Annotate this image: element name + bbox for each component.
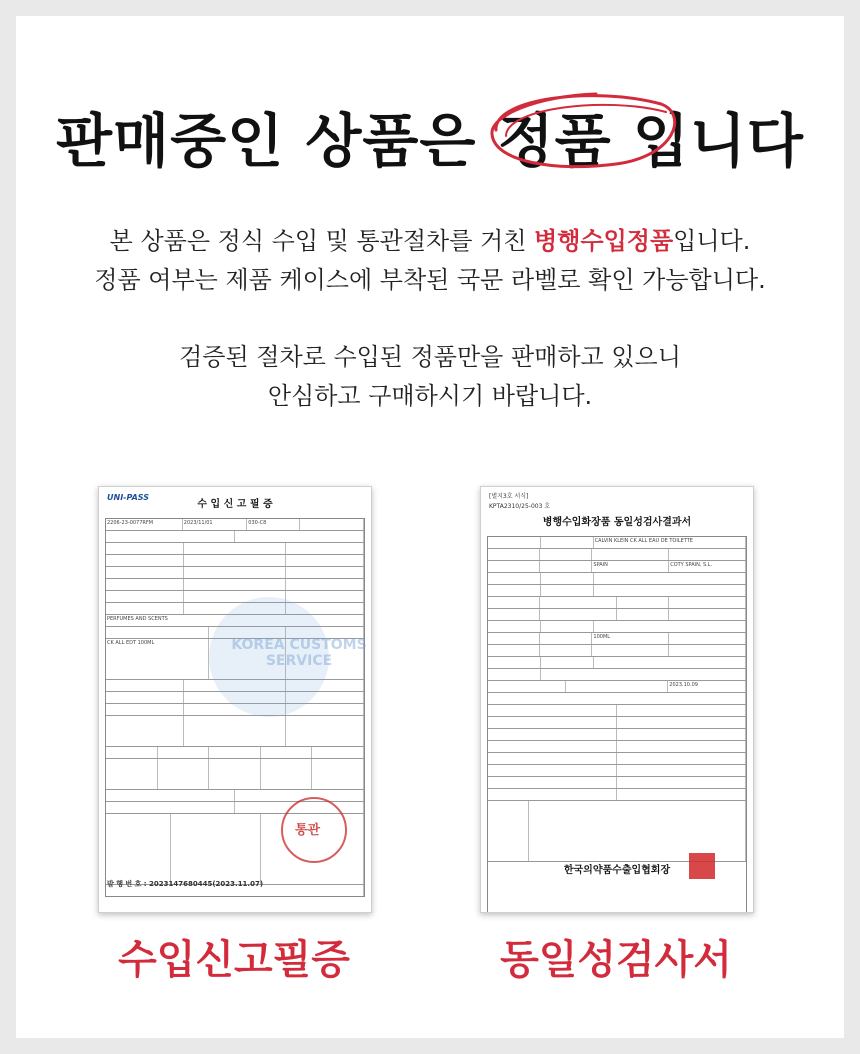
intro-line-1 — [16, 222, 844, 261]
assurance-text — [16, 338, 844, 416]
doc2-form-label: [별지3호 서식] — [489, 493, 529, 500]
caption-identity-inspection: 동일성검사서 — [500, 937, 732, 983]
customs-watermark-text: KOREA CUSTOMS SERVICE — [231, 637, 367, 669]
identity-inspection-document — [480, 486, 754, 913]
content-card — [16, 16, 844, 1038]
intro-line-2: 정품 여부는 제품 케이스에 부착된 국문 라벨로 확인 가능합니다. — [94, 266, 766, 294]
headline-after: 입니다 — [611, 107, 804, 175]
doc2-cell: COTY SPAIN, S.L. — [669, 561, 746, 572]
headline — [16, 94, 844, 178]
doc2-cell: 100ML — [592, 633, 669, 644]
headline-before: 판매중인 상품은 — [56, 107, 498, 175]
unipass-logo: UNI-PASS — [107, 493, 150, 502]
import-declaration-document — [98, 486, 372, 913]
doc1-cell: PERFUMES AND SCENTS — [106, 615, 364, 626]
intro-line-1-post: 입니다. — [673, 227, 751, 255]
doc2-issuer: 한국의약품수출입협회장 — [563, 865, 671, 876]
doc2-title: 병행수입화장품 동일성검사결과서 — [542, 517, 692, 528]
assurance-line-1: 검증된 절차로 수입된 정품만을 판매하고 있으니 — [179, 343, 681, 371]
doc1-cell: CK ALL EDT 100ML — [106, 639, 209, 679]
doc1-cell: 030-C8 — [247, 519, 299, 530]
doc2-cell: 2023.10.09 — [668, 681, 746, 692]
assurance-line-2: 안심하고 구매하시기 바랍니다. — [267, 382, 593, 410]
doc1-cell: 2023/11/01 — [183, 519, 248, 530]
doc2-cell: CALVIN KLEIN CK ALL EAU DE TOILETTE — [594, 537, 746, 548]
intro-text — [16, 222, 844, 300]
headline-highlight — [498, 94, 612, 178]
intro-line-1-red: 병행수입정품 — [534, 227, 674, 255]
official-seal-text: 통관 — [295, 823, 321, 838]
doc1-cell: 2206-23-0077RFM — [106, 519, 183, 530]
doc1-footer: 발 행 번 호 : 2023147680445(2023.11.07) — [107, 880, 264, 888]
intro-line-1-pre: 본 상품은 정식 수입 및 통관절차를 거친 — [109, 227, 535, 255]
doc2-cell: SPAIN — [592, 561, 669, 572]
headline-highlight-text: 정품 — [497, 107, 612, 175]
doc2-number: KPTA2310/25-003 호 — [489, 503, 551, 510]
doc1-title: 수 입 신 고 필 증 — [197, 499, 273, 510]
issuer-seal-icon — [689, 853, 715, 879]
caption-import-declaration: 수입신고필증 — [118, 937, 350, 983]
